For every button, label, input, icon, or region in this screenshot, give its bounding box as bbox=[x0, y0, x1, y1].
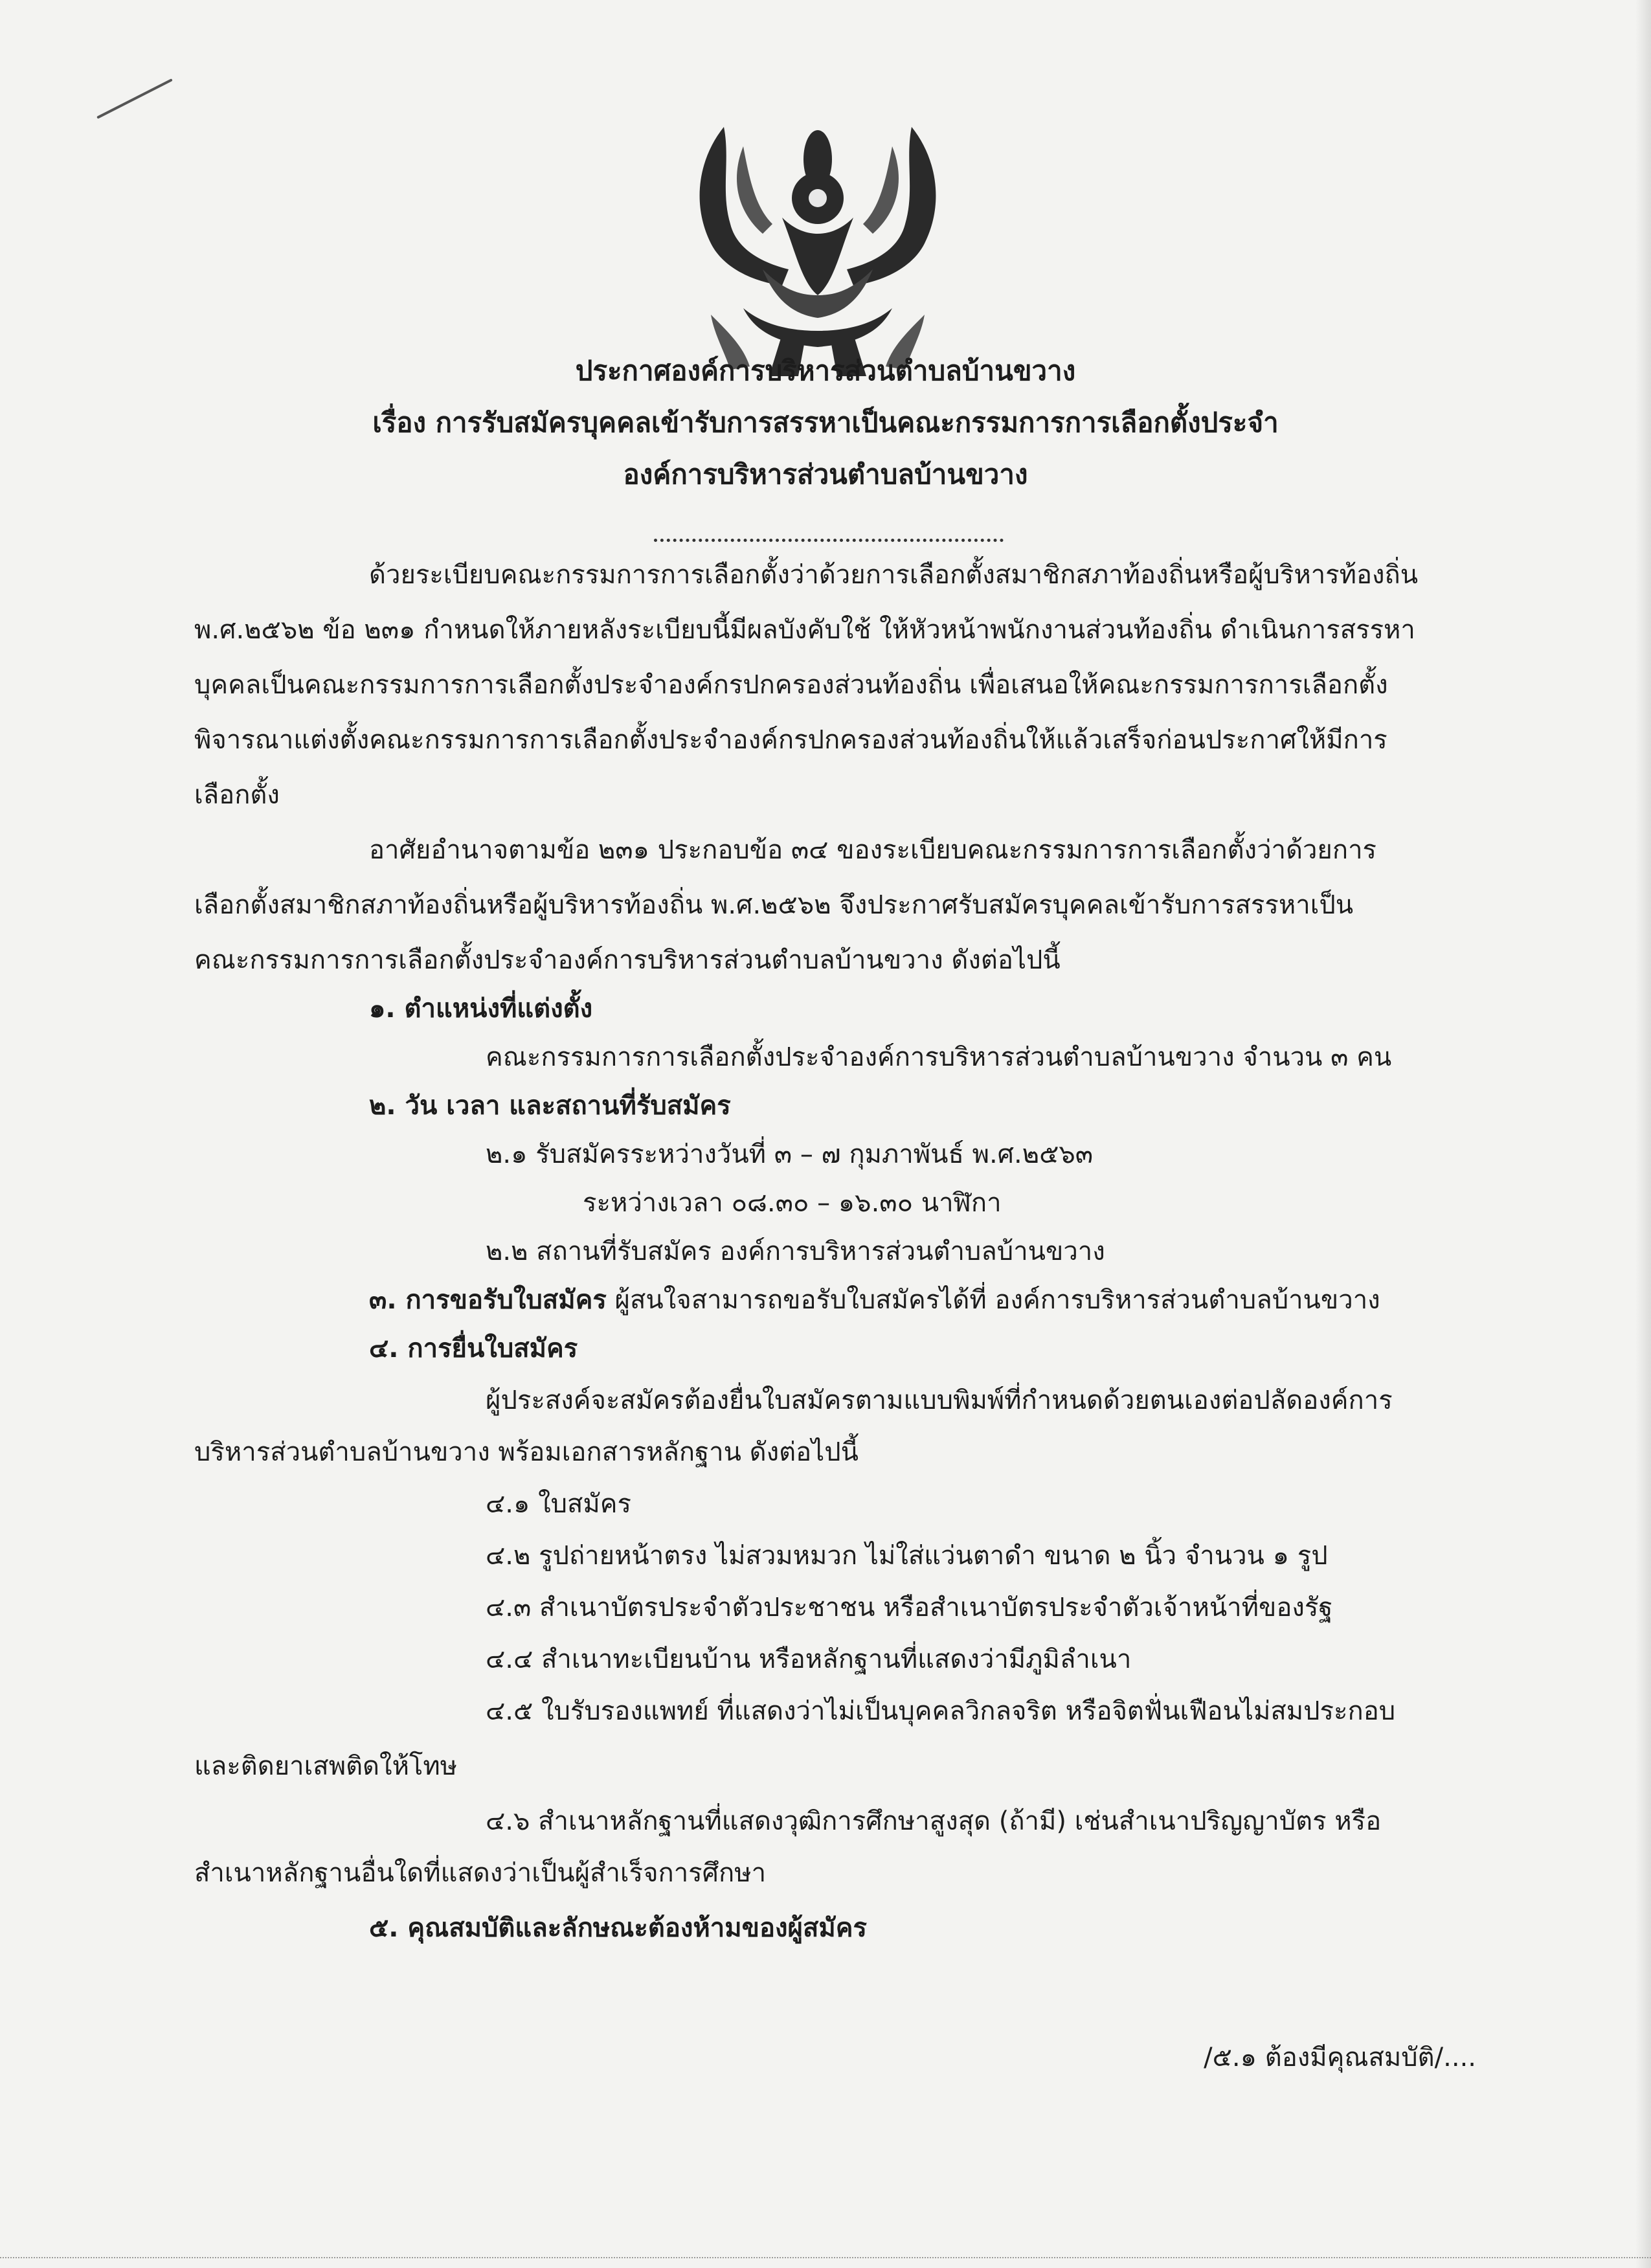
section-3-body: ผู้สนใจสามารถขอรับใบสมัครได้ที่ องค์การบริหารส่วนตำบลบ้านขวาง bbox=[606, 1285, 1380, 1315]
section-1-body: คณะกรรมการการเลือกตั้งประจำองค์การบริหารส่วนตำบลบ้านขวาง จำนวน ๓ คน bbox=[486, 1042, 1392, 1072]
section-3-heading: ๓. การขอรับใบสมัคร bbox=[369, 1285, 607, 1315]
section-4-item-3: ๔.๓ สำเนาบัตรประจำตัวประชาชน หรือสำเนาบัตรประจำตัวเจ้าหน้าที่ของรัฐ bbox=[486, 1593, 1333, 1622]
section-4-item-4: ๔.๔ สำเนาทะเบียนบ้าน หรือหลักฐานที่แสดงว่ามีภูมิลำเนา bbox=[486, 1645, 1132, 1674]
separator-dots bbox=[654, 539, 1004, 542]
section-4-intro-line1: ผู้ประสงค์จะสมัครต้องยื่นใบสมัครตามแบบพิมพ์ที่กำหนดด้วยตนเองต่อปลัดองค์การ bbox=[486, 1386, 1393, 1415]
scan-artifact-line bbox=[0, 2257, 1651, 2262]
section-5-heading: ๕. คุณสมบัติและลักษณะต้องห้ามของผู้สมัคร bbox=[369, 1913, 867, 1943]
section-2-heading: ๒. วัน เวลา และสถานที่รับสมัคร bbox=[369, 1091, 731, 1121]
announcement-title: ประกาศองค์การบริหารส่วนตำบลบ้านขวาง bbox=[575, 355, 1076, 387]
intro-p1-line2: พ.ศ.๒๕๖๒ ข้อ ๒๓๑ กำหนดให้ภายหลังระเบียบนี้มีผลบังคับใช้ ให้หัวหน้าพนักงานส่วนท้องถิ่น ดำเนินการสรรหา bbox=[194, 615, 1415, 645]
section-4-heading: ๔. การยื่นใบสมัคร bbox=[369, 1334, 578, 1364]
intro-p1-line3: บุคคลเป็นคณะกรรมการการเลือกตั้งประจำองค์กรปกครองส่วนท้องถิ่น เพื่อเสนอให้คณะกรรมการการเลือกตั้ง bbox=[194, 670, 1388, 700]
intro-p1-line1: ด้วยระเบียบคณะกรรมการการเลือกตั้งว่าด้วยการเลือกตั้งสมาชิกสภาท้องถิ่นหรือผู้บริหารท้องถิ่น bbox=[369, 560, 1419, 590]
section-2-item-1: ๒.๑ รับสมัครระหว่างวันที่ ๓ – ๗ กุมภาพันธ์ พ.ศ.๒๕๖๓ bbox=[486, 1140, 1094, 1169]
section-4-item-2: ๔.๒ รูปถ่ายหน้าตรง ไม่สวมหมวก ไม่ใส่แว่นตาดำ ขนาด ๒ นิ้ว จำนวน ๑ รูป bbox=[486, 1541, 1328, 1571]
section-4-item-5-line1: ๔.๕ ใบรับรองแพทย์ ที่แสดงว่าไม่เป็นบุคคลวิกลจริต หรือจิตฟั่นเฟือนไม่สมประกอบ bbox=[486, 1696, 1396, 1726]
section-4-item-6-line2: สำเนาหลักฐานอื่นใดที่แสดงว่าเป็นผู้สำเร็จการศึกษา bbox=[194, 1858, 767, 1888]
intro-p2-line1: อาศัยอำนาจตามข้อ ๒๓๑ ประกอบข้อ ๓๔ ของระเบียบคณะกรรมการการเลือกตั้งว่าด้วยการ bbox=[369, 835, 1377, 865]
section-1-heading: ๑. ตำแหน่งที่แต่งตั้ง bbox=[369, 994, 593, 1024]
page-edge-shadow bbox=[1635, 0, 1651, 2268]
intro-p1-line4: พิจารณาแต่งตั้งคณะกรรมการการเลือกตั้งประจำองค์กรปกครองส่วนท้องถิ่นให้แล้วเสร็จก่อนประกาศให้มีการ bbox=[194, 725, 1387, 755]
section-2-item-2: ๒.๒ สถานที่รับสมัคร องค์การบริหารส่วนตำบลบ้านขวาง bbox=[486, 1237, 1105, 1266]
garuda-emblem-icon bbox=[685, 120, 950, 379]
section-4-item-5-line2: และติดยาเสพติดให้โทษ bbox=[194, 1751, 458, 1781]
section-4-item-1: ๔.๑ ใบสมัคร bbox=[486, 1489, 632, 1519]
intro-p2-line2: เลือกตั้งสมาชิกสภาท้องถิ่นหรือผู้บริหารท้องถิ่น พ.ศ.๒๕๖๒ จึงประกาศรับสมัครบุคคลเข้ารับการสรรหาเป็น bbox=[194, 890, 1354, 920]
continuation-note: /๕.๑ ต้องมีคุณสมบัติ/.... bbox=[1204, 2043, 1476, 2072]
pen-mark bbox=[96, 78, 173, 119]
announcement-subject: เรื่อง การรับสมัครบุคคลเข้ารับการสรรหาเป็นคณะกรรมการการเลือกตั้งประจำ bbox=[372, 407, 1279, 438]
intro-p2-line3: คณะกรรมการการเลือกตั้งประจำองค์การบริหารส่วนตำบลบ้านขวาง ดังต่อไปนี้ bbox=[194, 945, 1061, 975]
intro-p1-line5: เลือกตั้ง bbox=[194, 780, 280, 810]
section-3 bbox=[369, 1282, 1380, 1318]
section-4-item-6-line1: ๔.๖ สำเนาหลักฐานที่แสดงวุฒิการศึกษาสูงสุด (ถ้ามี) เช่นสำเนาปริญญาบัตร หรือ bbox=[486, 1806, 1382, 1836]
section-2-item-1-time: ระหว่างเวลา ๐๘.๓๐ – ๑๖.๓๐ นาฬิกา bbox=[583, 1188, 1002, 1218]
announcement-organization: องค์การบริหารส่วนตำบลบ้านขวาง bbox=[623, 458, 1028, 490]
section-4-intro-line2: บริหารส่วนตำบลบ้านขวาง พร้อมเอกสารหลักฐาน ดังต่อไปนี้ bbox=[194, 1437, 859, 1467]
